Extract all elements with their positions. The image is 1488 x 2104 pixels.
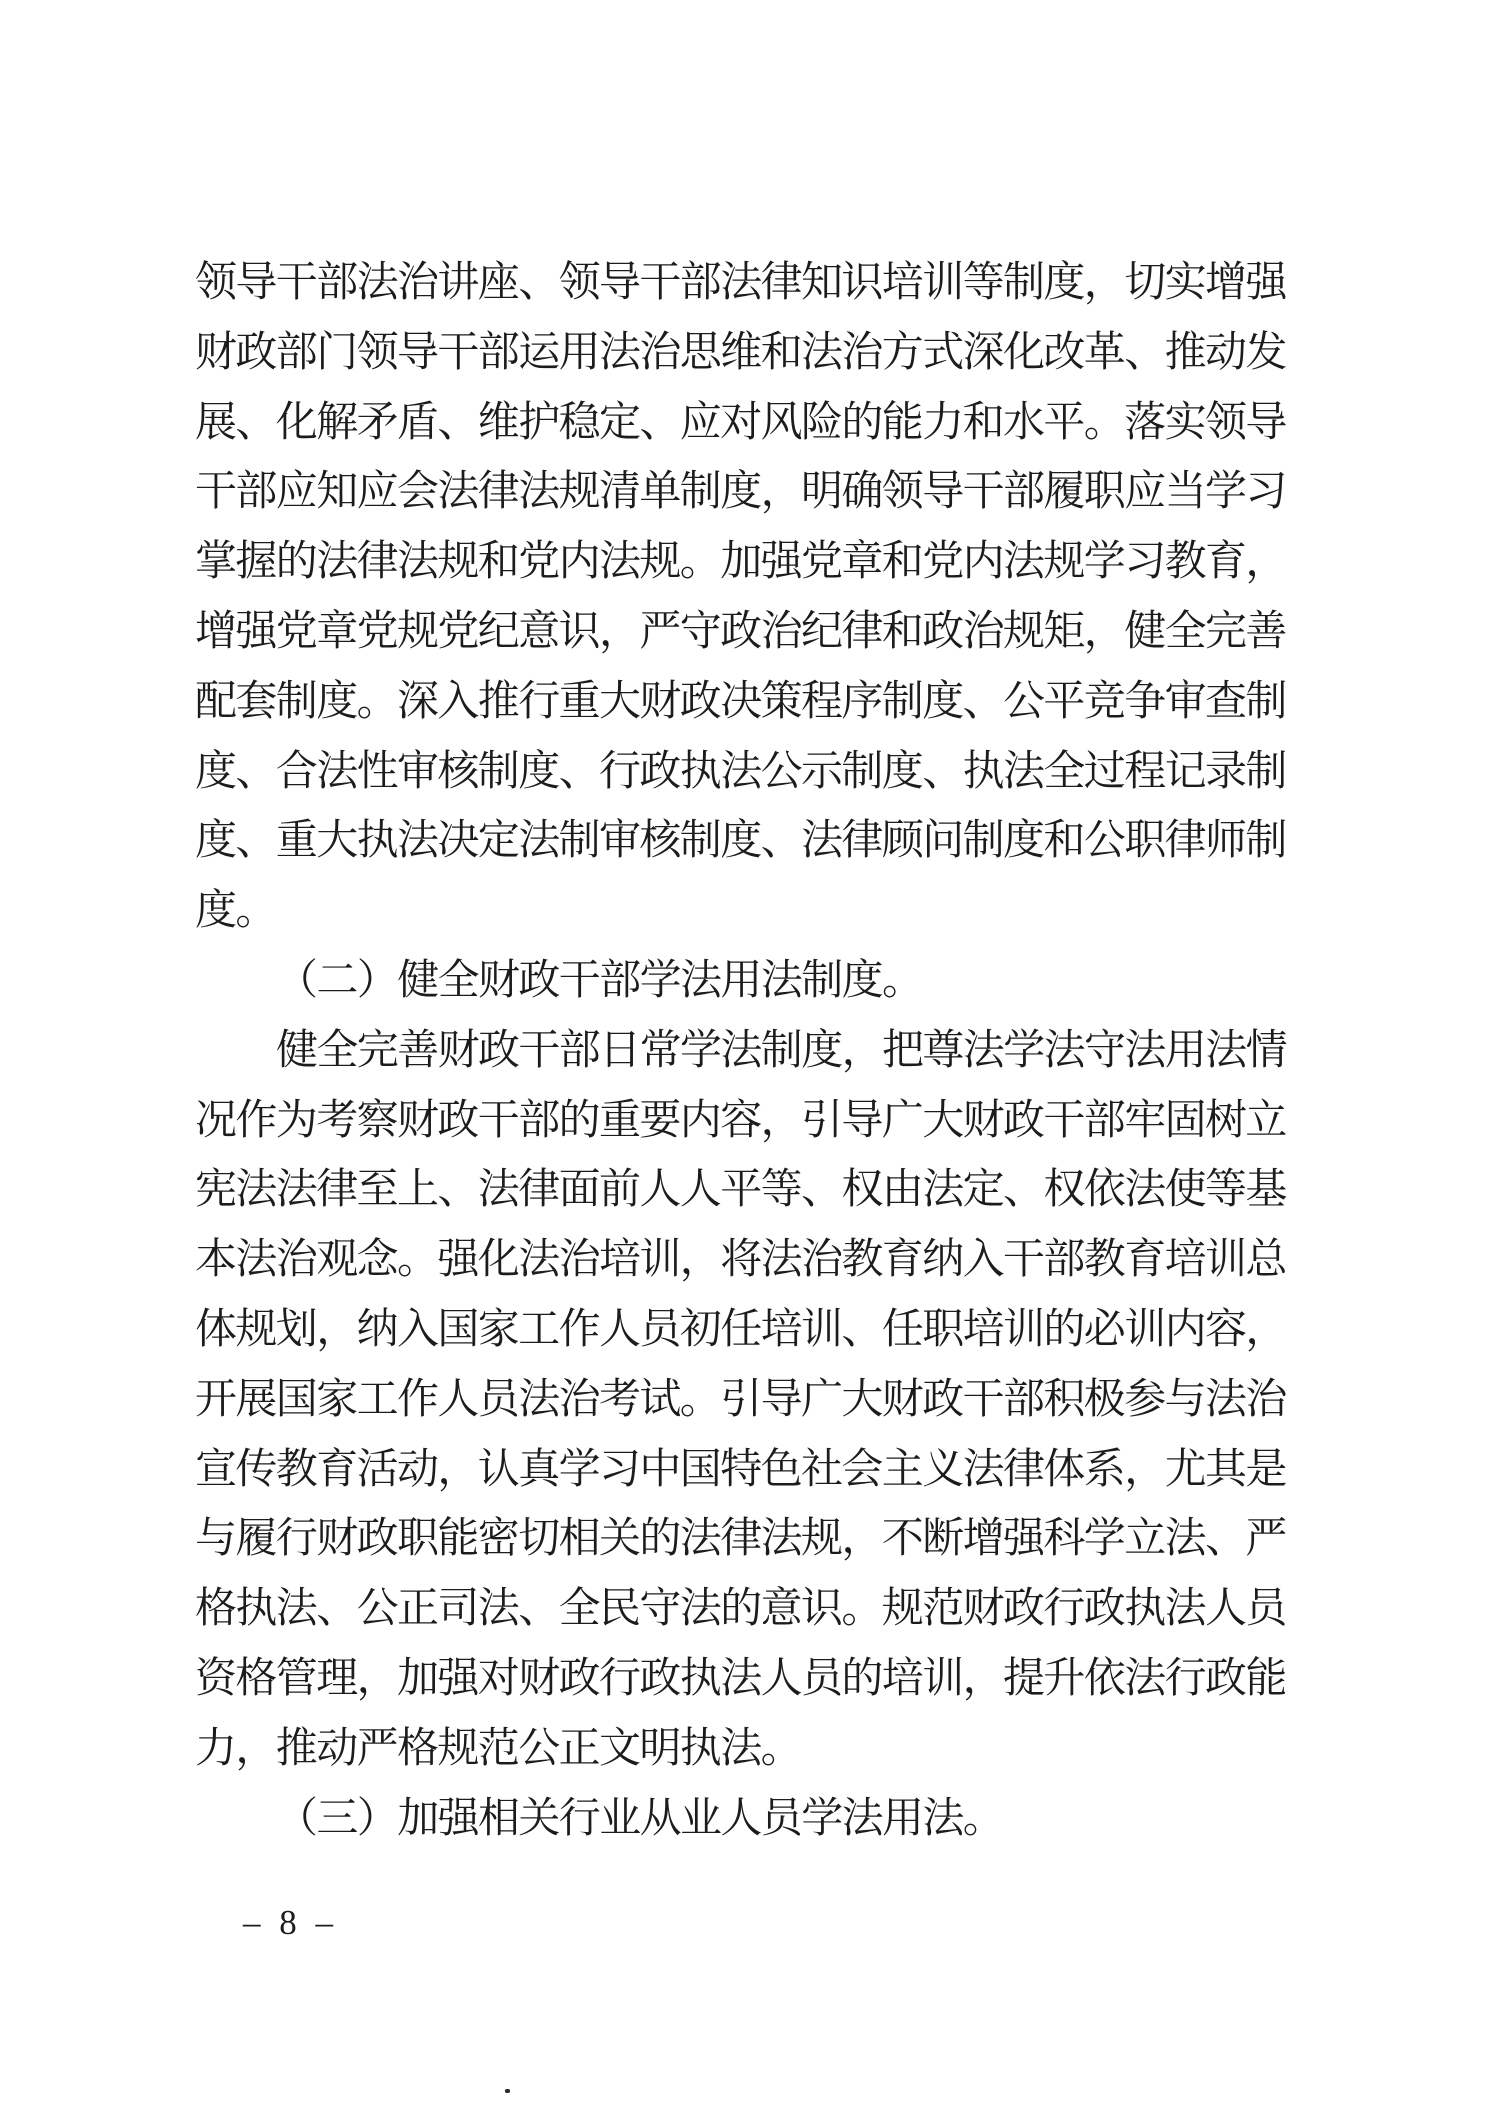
text-line: 领导干部法治讲座、领导干部法律知识培训等制度，切实增强 [195,260,1286,306]
scan-artifact-dot [505,2089,510,2093]
text-line: 增强党章党规党纪意识，严守政治纪律和政治规矩，健全完善 [195,608,1286,655]
text-line: 本法治观念。强化法治培训，将法治教育纳入干部教育培训总 [195,1237,1286,1284]
text-line: 度、合法性审核制度、行政执法公示制度、执法全过程记录制 [195,748,1286,795]
text-line: 展、化解矛盾、维护稳定、应对风险的能力和水平。落实领导 [195,399,1286,446]
page-number: – 8 – [243,1903,338,1942]
text-line: 配套制度。深入推行重大财政决策程序制度、公平竞争审查制 [195,678,1286,725]
text-line: 宪法法律至上、法律面前人人平等、权由法定、权依法使等基 [195,1167,1286,1214]
text-line: 格执法、公正司法、全民守法的意识。规范财政行政执法人员 [195,1586,1286,1633]
text-line: 与履行财政职能密切相关的法律法规，不断增强科学立法、严 [195,1516,1286,1563]
section-heading: （三）加强相关行业从业人员学法用法。 [276,1795,1004,1842]
text-line: 体规划，纳入国家工作人员初任培训、任职培训的必训内容， [195,1306,1286,1353]
text-line: 况作为考察财政干部的重要内容，引导广大财政干部牢固树立 [195,1097,1286,1144]
section-heading: （二）健全财政干部学法用法制度。 [276,957,923,1004]
text-line: 开展国家工作人员法治考试。引导广大财政干部积极参与法治 [195,1376,1286,1423]
document-body-text [195,249,1297,1854]
text-line: 度、重大执法决定法制审核制度、法律顾问制度和公职律师制 [195,818,1286,865]
text-line: 资格管理，加强对财政行政执法人员的培训，提升依法行政能 [195,1655,1286,1702]
text-line: 掌握的法律法规和党内法规。加强党章和党内法规学习教育， [195,539,1286,586]
text-line: 力，推动严格规范公正文明执法。 [195,1725,802,1772]
text-line: 干部应知应会法律法规清单制度，明确领导干部履职应当学习 [195,469,1286,516]
text-line: 度。 [195,888,276,935]
text-line: 财政部门领导干部运用法治思维和法治方式深化改革、推动发 [195,329,1286,376]
text-line: 健全完善财政干部日常学法制度，把尊法学法守法用法情 [276,1027,1287,1074]
text-line: 宣传教育活动，认真学习中国特色社会主义法律体系，尤其是 [195,1446,1286,1493]
